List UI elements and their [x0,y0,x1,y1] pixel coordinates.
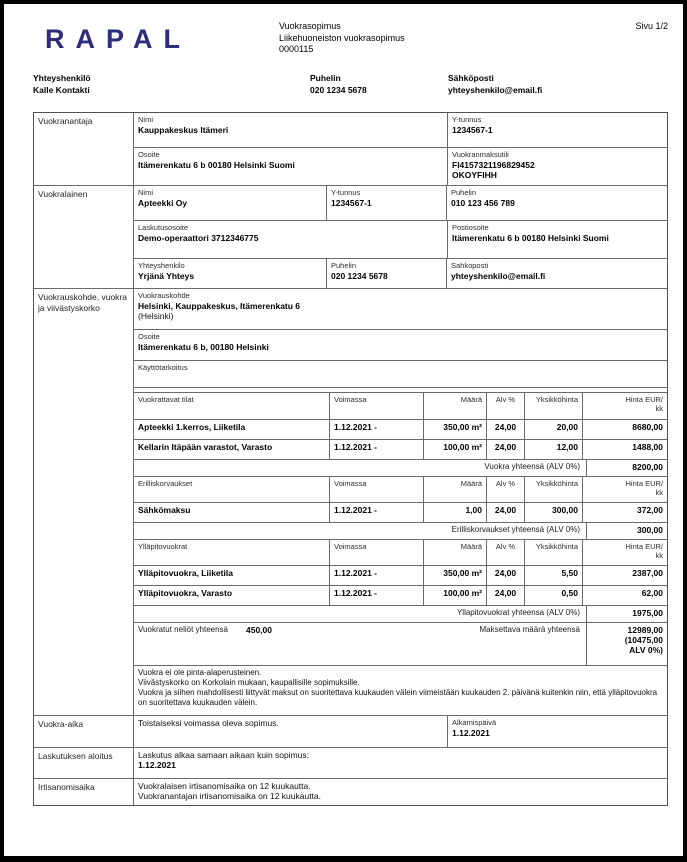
table-row [134,565,667,585]
column-header: Voimassa [329,540,423,565]
contact-person-value: Kalle Kontakti [33,84,90,95]
section-termination [34,778,667,805]
column-header: Erilliskorvaukset [138,479,193,488]
section-label: Laskutuksen aloitus [34,748,134,778]
table-row [134,186,667,220]
extras-row-vat: 24,00 [486,503,524,522]
termination-cell [134,779,667,805]
doc-number: 0000115 [279,44,314,54]
field-value: FI4157321196829452 OKOYFIHH [452,159,535,180]
page-indicator: Sivu 1/2 [635,21,668,31]
upkeep-row-vat: 24,00 [486,566,524,585]
tenant-name-cell [134,186,326,220]
tenant-contact-phone-cell [326,259,446,288]
tenant-email-cell [446,259,667,288]
total-value: 8200,00 [586,460,667,476]
rent-row-unit-price: 12,00 [524,440,582,459]
field-label: Osoite [138,332,160,341]
table-row [134,147,667,185]
rent-row-unit-price: 20,00 [524,420,582,439]
field-text: Laskutus alkaa samaan aikaan kuin sopimus: [138,750,310,760]
summary-right [586,623,667,665]
table-row [134,419,667,439]
payable-total-value: 12989,00 [627,625,663,635]
table-row [134,220,667,258]
field-value: Helsinki, Kauppakeskus, Itämerenkatu 6 [138,300,301,311]
column-header: Ylläpitovuokrat [138,542,188,551]
extras-row-qty: 1,00 [423,503,486,522]
field-note: (Helsinki) [138,310,174,321]
rent-row-valid: 1.12.2021 - [329,420,423,439]
section-tenant [34,185,667,288]
landlord-business-id-cell [447,113,667,147]
doc-type: Vuokrasopimus [279,21,341,31]
term-start-cell [447,716,667,747]
contact-email-value: yhteyshenkilo@email.fi [448,84,543,95]
rent-row-price: 1488,00 [582,440,667,459]
column-header: Hinta EUR/ kk [582,540,667,565]
section-content [134,113,667,185]
table-row [134,258,667,288]
doc-subtitle: Liikehuoneiston vuokrasopimus [279,32,405,43]
extras-table-header [134,476,667,502]
column-header: Yksikköhinta [524,393,582,419]
field-text: Vuokralaisen irtisanomisaika on 12 kuukautta. [138,781,311,791]
section-label: Vuokrauskohde, vuokra ja viivästyskorko [34,289,134,715]
column-header: Hinta EUR/ kk [582,393,667,419]
contact-email-label: Sähköposti [448,73,494,83]
total-value: 300,00 [586,523,667,539]
field-label: Käyttötarkoitus [138,363,188,372]
column-header: Alv % [486,393,524,419]
tenant-phone-cell [446,186,667,220]
sqm-total-label: Vuokratut neliöt yhteensä [138,625,228,634]
column-header: Määrä [423,393,486,419]
upkeep-row-name: Ylläpitovuokra, Varasto [138,588,233,598]
contact-person-label: Yhteyshenkilö [33,73,91,83]
tenant-contact-cell [134,259,326,288]
contact-header [33,73,668,99]
section-billing-start [34,747,667,778]
field-label: Nimi [138,115,153,124]
table-row [134,439,667,459]
field-label: Yhteyshenkilo [138,261,185,270]
column-header: Alv % [486,477,524,502]
field-value: Itämerenkatu 6 b 00180 Helsinki Suomi [138,159,295,170]
field-value: Toistaiseksi voimassa oleva sopimus. [138,718,279,728]
tenant-billing-address-cell [134,221,447,258]
upkeep-row-qty: 100,00 m² [423,586,486,605]
section-term [34,715,667,747]
field-label: Sahkoposti [451,261,489,270]
contact-phone-value: 020 1234 5678 [310,84,367,95]
table-row [134,329,667,360]
table-row [134,748,667,778]
extras-row-price: 372,00 [582,503,667,522]
field-label: Alkamispäivä [452,718,497,727]
field-label: Y-tunnus [452,115,482,124]
total-label: Vuokra yhteensä (ALV 0%) [484,462,580,471]
column-header: Määrä [423,477,486,502]
field-value: 1.12.2021 [138,760,176,770]
upkeep-table-header [134,539,667,565]
rent-row-qty: 350,00 m² [423,420,486,439]
column-header: Hinta EUR/ kk [582,477,667,502]
column-header: Alv % [486,540,524,565]
rent-row-name: Apteekki 1.kerros, Liiketila [138,422,246,432]
billing-start-cell [134,748,667,778]
column-header: Vuokrattavat tilat [138,395,194,404]
extras-row-valid: 1.12.2021 - [329,503,423,522]
field-value: 1234567-1 [331,197,372,208]
upkeep-row-name: Ylläpitovuokra, Liiketila [138,568,233,578]
document-page [4,4,683,856]
section-label: Vuokralainen [34,186,134,288]
field-text: Vuokranantajan irtisanomisaika on 12 kuukautta. [138,791,322,801]
note-line: Vuokra ei ole pinta-alaperusteinen. [138,668,262,677]
column-header: Yksikköhinta [524,540,582,565]
upkeep-row-qty: 350,00 m² [423,566,486,585]
section-label: Vuokranantaja [34,113,134,185]
field-value: Kauppakeskus Itämeri [138,124,229,135]
extras-row-unit-price: 300,00 [524,503,582,522]
table-row [134,360,667,388]
extras-total-row [134,522,667,539]
note-line: Vuokra ja siihen mahdollisesti liittyvät maksut on suoritettava kuukauden välein viimeistään kuukauden 2. päivänä kuitenkin niin, että ylläpitovuokra on suoritettava kuukauden välein. [138,688,658,707]
upkeep-row-vat: 24,00 [486,586,524,605]
field-value: Itämerenkatu 6 b 00180 Helsinki Suomi [452,232,609,243]
rent-total-row [134,459,667,476]
rent-row-vat: 24,00 [486,420,524,439]
landlord-account-cell [447,148,667,185]
pricing-table [134,392,667,715]
tenant-postal-address-cell [447,221,667,258]
field-label: Osoite [138,150,160,159]
lease-purpose-cell [134,361,667,387]
rent-table-header [134,393,667,419]
contact-email-block [448,73,542,96]
summary-left [134,623,586,665]
section-content [134,186,667,288]
contract-table [33,112,668,806]
section-landlord [34,113,667,185]
rent-row-valid: 1.12.2021 - [329,440,423,459]
upkeep-row-valid: 1.12.2021 - [329,566,423,585]
lease-object-cell [134,289,667,329]
upkeep-row-unit-price: 5,50 [524,566,582,585]
upkeep-row-valid: 1.12.2021 - [329,586,423,605]
upkeep-row-price: 2387,00 [582,566,667,585]
field-label: Vuokrauskohde [138,291,190,300]
document-title-block [279,21,405,56]
field-value: Itämerenkatu 6 b, 00180 Helsinki [138,341,269,352]
term-text-cell [134,716,447,747]
column-header: Määrä [423,540,486,565]
field-label: Nimi [138,188,153,197]
field-label: Laskutusosoite [138,223,189,232]
table-row [134,502,667,522]
table-row [134,289,667,329]
table-row [134,716,667,747]
total-value: 1975,00 [586,606,667,622]
column-header: Voimassa [329,393,423,419]
section-label: Vuokra-aika [34,716,134,747]
section-content [134,748,667,778]
upkeep-row-unit-price: 0,50 [524,586,582,605]
table-row [134,779,667,805]
column-header: Voimassa [329,477,423,502]
extras-row-name: Sähkömaksu [138,505,191,515]
rent-row-qty: 100,00 m² [423,440,486,459]
rapal-logo: RAPAL [45,24,191,54]
table-row [134,585,667,605]
section-content [134,779,667,805]
section-label: Irtisanomisaika [34,779,134,805]
landlord-address-cell [134,148,447,185]
tenant-business-id-cell [326,186,446,220]
field-value: Yrjänä Yhteys [138,270,195,281]
section-content [134,289,667,715]
summary-row [134,622,667,665]
field-label: Postiosoite [452,223,489,232]
upkeep-row-price: 62,00 [582,586,667,605]
section-content [134,716,667,747]
field-value: 020 1234 5678 [331,270,388,281]
rent-row-price: 8680,00 [582,420,667,439]
note-line: Viivästyskorko on Korkolain mukaan, kaupallisille sopimuksille. [138,678,360,687]
column-header: Yksikköhinta [524,477,582,502]
field-value: 1.12.2021 [452,727,490,738]
field-value: 1234567-1 [452,124,493,135]
total-label: Yllapitovuokrat yhteensa (ALV 0%) [456,608,580,617]
field-label: Puhelin [331,261,357,270]
field-value: Apteekki Oy [138,197,188,208]
sqm-total-value: 450,00 [245,625,272,635]
payable-vat-note: (10475,00 ALV 0%) [624,635,663,655]
field-value: yhteyshenkilo@email.fi [451,270,546,281]
landlord-name-cell [134,113,447,147]
payable-total-label: Maksettava määrä yhteensä [479,625,580,634]
section-lease-object [34,288,667,715]
field-value: 010 123 456 789 [451,197,515,208]
upkeep-total-row [134,605,667,622]
total-label: Erilliskorvaukset yhteensä (ALV 0%) [451,525,580,534]
contact-phone-label: Puhelin [310,73,341,83]
field-label: Puhelin [451,188,477,197]
table-row [134,113,667,147]
lease-address-cell [134,330,667,360]
contract-notes [134,665,667,715]
contact-phone-block [310,73,367,96]
field-label: Vuokranmaksutili [452,150,509,159]
contact-person-block [33,73,91,96]
field-label: Y-tunnus [331,188,361,197]
rent-row-name: Kellarin Itäpään varastot, Varasto [138,442,273,452]
rent-row-vat: 24,00 [486,440,524,459]
field-value: Demo-operaattori 3712346775 [138,232,259,243]
